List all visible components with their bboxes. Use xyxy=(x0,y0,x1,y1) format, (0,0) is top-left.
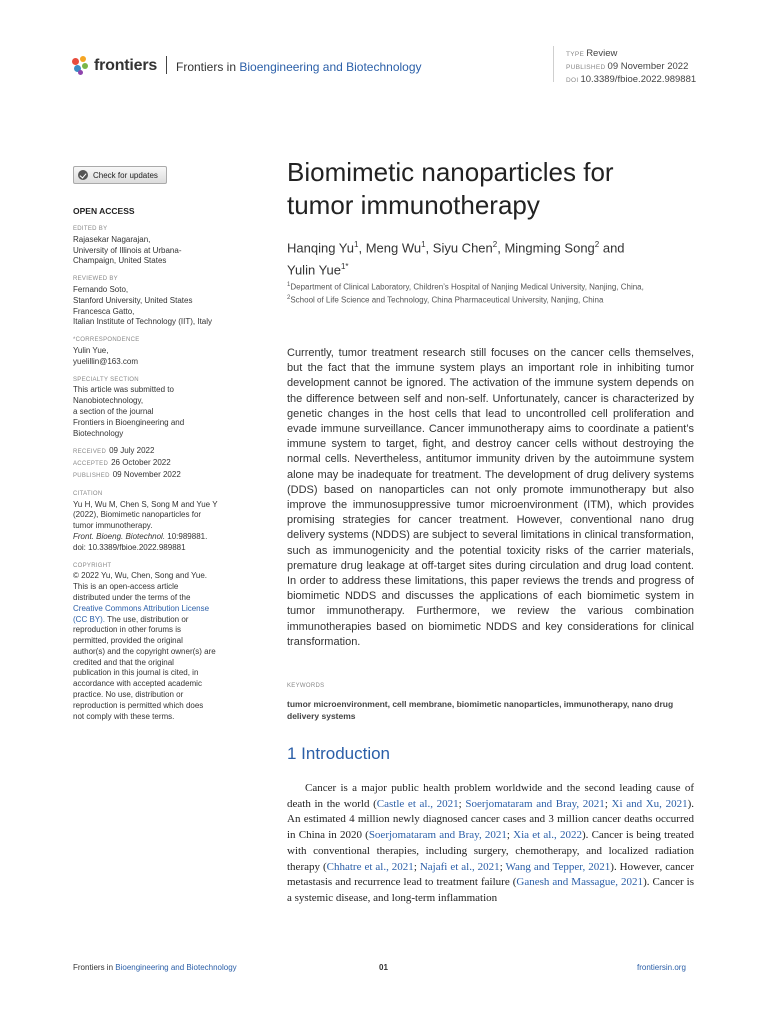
check-icon xyxy=(78,170,88,180)
published-date: 09 November 2022 xyxy=(112,469,181,479)
copyright-line: permitted, provided the original xyxy=(73,636,183,646)
specialty-line: a section of the journal xyxy=(73,406,154,416)
author-name[interactable]: Siyu Chen xyxy=(432,240,493,256)
correspondence-email[interactable]: yuelillin@163.com xyxy=(73,356,139,366)
copyright-line: © 2022 Yu, Wu, Chen, Song and Yue. xyxy=(73,571,207,581)
reviewer-line: Francesca Gatto, xyxy=(73,306,135,316)
header-divider xyxy=(166,56,167,74)
reviewer-line: Italian Institute of Technology (IIT), Italy xyxy=(73,317,213,327)
citation-link[interactable]: Xi and Xu, 2021 xyxy=(611,797,688,810)
citation-line xyxy=(73,532,243,543)
author-affiliation-marker: 2 xyxy=(492,240,498,249)
footer-journal[interactable] xyxy=(73,963,237,972)
author-affiliation-marker: 1 xyxy=(354,240,359,249)
published-value: 09 November 2022 xyxy=(607,61,689,72)
affiliation-line: $^2$School of Life Science and Technology, China Pharmaceutical University, Nanjing, China xyxy=(287,294,604,305)
author-name[interactable]: Meng Wu xyxy=(365,240,422,256)
title-line: tumor immunotherapy xyxy=(287,190,540,220)
article-title xyxy=(287,156,707,222)
author-affiliation-marker: 1* xyxy=(340,262,349,272)
copyright-line: reproduction is permitted which does xyxy=(73,700,204,710)
citation-line: Yu H, Wu M, Chen S, Song M and Yue Y xyxy=(73,499,218,509)
citation-journal: Front. Bioeng. Biotechnol. xyxy=(73,531,166,541)
copyright-label: COPYRIGHT xyxy=(73,562,112,569)
citation-link[interactable]: Soerjomataram and Bray, 2021 xyxy=(465,797,605,810)
author-name[interactable]: Hanqing Yu xyxy=(287,240,354,256)
footer-journal-prefix: Frontiers in xyxy=(73,963,114,972)
citation-line: (2022), Biomimetic nanoparticles for xyxy=(73,510,202,520)
copyright-line: The use, distribution or xyxy=(105,614,189,624)
affiliation-line: $^1$Department of Clinical Laboratory, Children’s Hospital of Nanjing Medical University, Nanjing, China, xyxy=(287,282,644,292)
citation-link[interactable]: Wang and Tepper, 2021 xyxy=(505,860,611,873)
reviewer-line: Stanford University, United States xyxy=(73,295,193,305)
type-value: Review xyxy=(586,48,618,59)
keywords-label: KEYWORDS xyxy=(287,683,325,689)
copyright-line: not comply with these terms. xyxy=(73,711,175,721)
correspondence-label: *CORRESPONDENCE xyxy=(73,337,140,344)
received-label: RECEIVED xyxy=(73,449,107,456)
accepted-date: 26 October 2022 xyxy=(111,458,171,468)
specialty-line: Biotechnology xyxy=(73,428,124,438)
author-list xyxy=(287,235,707,280)
citation-label: CITATION xyxy=(73,490,103,497)
citation-link[interactable]: Chhatre et al., 2021 xyxy=(326,860,414,873)
author-separator: , xyxy=(358,240,366,256)
accepted-label: ACCEPTED xyxy=(73,461,109,468)
keywords: tumor microenvironment, cell membrane, biomimetic nanoparticles, immunotherapy, nano drug delivery systems xyxy=(287,699,674,721)
specialty-line: Frontiers in Bioengineering and xyxy=(73,417,185,427)
copyright-line: reproduction in other forums is xyxy=(73,625,182,635)
open-access-label: OPEN ACCESS xyxy=(73,206,135,216)
author-separator: , xyxy=(497,240,505,256)
author-name[interactable]: Mingming Song xyxy=(504,240,595,256)
copyright-line: publication in this journal is cited, in xyxy=(73,668,199,678)
author-affiliation-marker: 1 xyxy=(421,240,426,249)
check-for-updates-label: Check for updates xyxy=(93,170,158,180)
reviewer-line: Fernando Soto, xyxy=(73,284,129,294)
author-name[interactable]: Yulin Yue xyxy=(287,262,341,278)
footer-journal-name: Bioengineering and Biotechnology xyxy=(115,963,237,972)
copyright-line: author(s) and the copyright owner(s) are xyxy=(73,646,216,656)
author-affiliation-marker: 2 xyxy=(594,240,600,249)
type-label: TYPE xyxy=(566,51,585,58)
citation-link[interactable]: Soerjomataram and Bray, 2021 xyxy=(368,829,507,842)
journal-prefix: Frontiers in xyxy=(176,60,237,74)
specialty-line: Nanobiotechnology, xyxy=(73,396,144,406)
check-for-updates-button[interactable] xyxy=(73,166,167,184)
title-line: Biomimetic nanoparticles for xyxy=(287,157,614,187)
journal-title[interactable] xyxy=(176,60,422,74)
page-number: 01 xyxy=(379,963,388,972)
editor-line: University of Illinois at Urbana- xyxy=(73,245,182,255)
journal-name: Bioengineering and Biotechnology xyxy=(239,60,422,74)
license-link[interactable]: Creative Commons Attribution License xyxy=(73,603,210,613)
copyright-line: credited and that the original xyxy=(73,657,174,667)
received-date: 09 July 2022 xyxy=(109,446,155,456)
editor-line: Rajasekar Nagarajan, xyxy=(73,234,151,244)
published-label: PUBLISHED xyxy=(566,64,606,71)
reviewed-by-label: REVIEWED BY xyxy=(73,276,118,283)
citation-line: tumor immunotherapy. xyxy=(73,521,153,531)
frontiers-logo-icon xyxy=(72,56,90,76)
article-info-sidebar xyxy=(73,224,243,722)
abstract: Currently, tumor treatment research still focuses on the cancer cells themselves, but the fact that the immune system plays an important role in inhibiting tumor development cannot be ignored. The activation of the immune system depends on the difference between self and non-self. Unfortunately, cancer is characterized by genetic changes in the host cells that lead to uncontrolled cell proliferation and evade immune surveillance. Cancer immunotherapy aims to coordinate a patient’s immune system to target, fight, and destroy cancer cells without destroying the normal cells. Nevertheless, antitumor immunity driven by the autoimmune system alone may be inadequate for treatment. The development of drug delivery systems (DDS) based on nanoparticles can not only promote immunotherapy but also improve the immunosuppressive tumor microenvironment (ITM), which provides promising strategies for cancer treatment. However, conventional nano drug delivery systems (NDDS) are subject to several limitations in clinical transformation, such as immunogenicity and the potential toxicity risks of the carrier materials, premature drug leakage at off-target sites during circulation and drug load content. In order to address these limitations, this paper reviews the trends and progress of biomimetic NDDS and discusses the applications of each biomimetic system in tumor immunotherapy. Furthermore, we review the various combination immunotherapies based on biomimetic NDDS and key considerations for clinical transformation. xyxy=(287,347,694,648)
author-separator: and xyxy=(599,240,625,256)
logo-wordmark: frontiers xyxy=(94,57,158,74)
copyright-line: practice. No use, distribution or xyxy=(73,690,184,700)
citation-link[interactable]: Ganesh and Massague, 2021 xyxy=(516,876,644,889)
site-link[interactable]: frontiersin.org xyxy=(637,963,686,972)
published-label: PUBLISHED xyxy=(73,472,110,479)
meta-divider xyxy=(553,46,554,82)
introduction-paragraph: Cancer is a major public health problem worldwide and the second leading cause of death in the world (Castle et al., 2021; Soerjomataram and Bray, 2021; Xi and Xu, 2021). An estimated 4 million newly diagnosed cancer cases and 3 million cancer deaths occurred in China in 2020 (Soerjomataram and Bray, 2021; Xia et al., 2022). Cancer is being treated with conventional therapies, including surgery, chemotherapy, and localized radiation therapy (Chhatre et al., 2021; Najafi et al., 2021; Wang and Tepper, 2021). However, cancer metastasis and recurrence lead to treatment failure (Ganesh and Massague, 2021). Cancer is a systemic disease, and long-term inflammation xyxy=(287,782,694,904)
article-meta xyxy=(566,48,696,87)
citation-link[interactable]: Najafi et al., 2021 xyxy=(419,860,500,873)
citation-link[interactable]: Castle et al., 2021 xyxy=(376,797,459,810)
author-separator: , xyxy=(425,240,433,256)
correspondence-name: Yulin Yue, xyxy=(73,345,109,355)
dates xyxy=(73,446,243,481)
citation-volume: 10:989881. xyxy=(165,531,208,541)
license-link-ccby[interactable]: (CC BY). xyxy=(73,614,105,624)
doi-value[interactable]: 10.3389/fbioe.2022.989881 xyxy=(580,74,697,85)
copyright-line: accordance with accepted academic xyxy=(73,679,202,689)
edited-by-label: EDITED BY xyxy=(73,226,108,232)
citation-link[interactable]: Xia et al., 2022 xyxy=(513,829,582,842)
specialty-line: This article was submitted to xyxy=(73,385,174,395)
copyright-line: This is an open-access article xyxy=(73,582,179,592)
frontiers-logo[interactable] xyxy=(72,56,157,76)
editor-line: Champaign, United States xyxy=(73,256,167,266)
reviewed-by xyxy=(73,285,243,328)
doi-label: DOI xyxy=(566,77,579,84)
copyright-line: distributed under the terms of the xyxy=(73,592,191,602)
citation-doi: doi: 10.3389/fbioe.2022.989881 xyxy=(73,542,186,552)
specialty-label: SPECIALTY SECTION xyxy=(73,376,139,383)
section-heading: 1 Introduction xyxy=(287,744,391,763)
affiliations xyxy=(287,280,707,305)
edited-by xyxy=(73,235,243,267)
